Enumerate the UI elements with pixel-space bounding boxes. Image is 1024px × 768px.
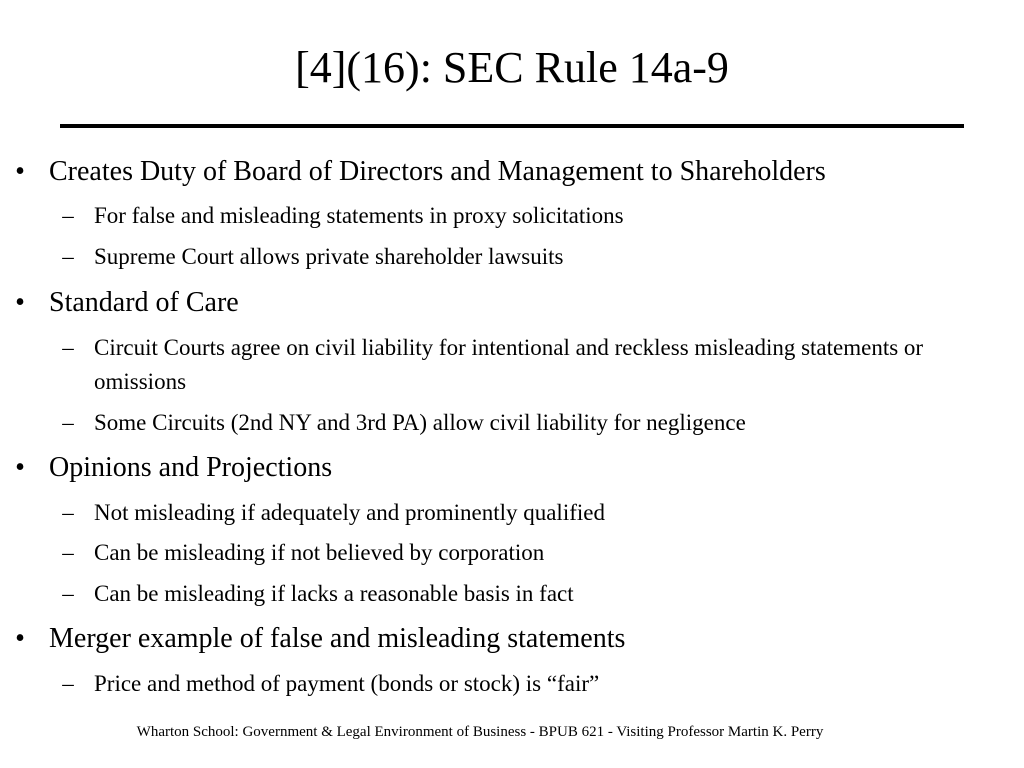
slide-title: [4](16): SEC Rule 14a-9: [295, 43, 729, 92]
bullet-marker: •: [15, 287, 25, 318]
bullet-marker: •: [15, 452, 25, 483]
sub-bullet-text: For false and misleading statements in proxy solicitations: [94, 203, 624, 228]
bullet-text: Opinions and Projections: [49, 452, 333, 483]
bullet-text: Standard of Care: [49, 287, 239, 318]
footer-text: Wharton School: Government & Legal Environment of Business - BPUB 621 - Visiting Professor Martin K. Perry: [136, 724, 824, 740]
bullet-text: Creates Duty of Board of Directors and Management to Shareholders: [49, 156, 826, 187]
sub-bullet-text: Supreme Court allows private shareholder lawsuits: [94, 244, 564, 269]
sub-bullet-text: Not misleading if adequately and prominently qualified: [94, 500, 605, 525]
sub-bullet-text: Can be misleading if lacks a reasonable basis in fact: [94, 581, 574, 606]
sub-bullet-text: Price and method of payment (bonds or stock) is “fair”: [94, 671, 600, 696]
sub-bullet-marker: –: [62, 500, 74, 525]
sub-bullet-marker: –: [62, 671, 74, 696]
sub-bullet-text: Can be misleading if not believed by corporation: [94, 540, 545, 565]
sub-bullet-marker: –: [62, 581, 74, 606]
sub-bullet-marker: –: [62, 244, 74, 269]
sub-bullet-marker: –: [62, 410, 74, 435]
sub-bullet-text: Some Circuits (2nd NY and 3rd PA) allow civil liability for negligence: [94, 410, 746, 435]
sub-bullet-text: Circuit Courts agree on civil liability for intentional and reckless misleading statements or omissions: [94, 335, 924, 394]
slide-footer: [0, 722, 1024, 742]
bullet-text: Merger example of false and misleading statements: [49, 623, 626, 654]
bullet-marker: •: [15, 623, 25, 654]
bullet-marker: •: [15, 156, 25, 187]
sub-bullet-marker: –: [62, 540, 74, 565]
sub-bullet-marker: –: [62, 335, 74, 360]
sub-bullet-marker: –: [62, 203, 74, 228]
